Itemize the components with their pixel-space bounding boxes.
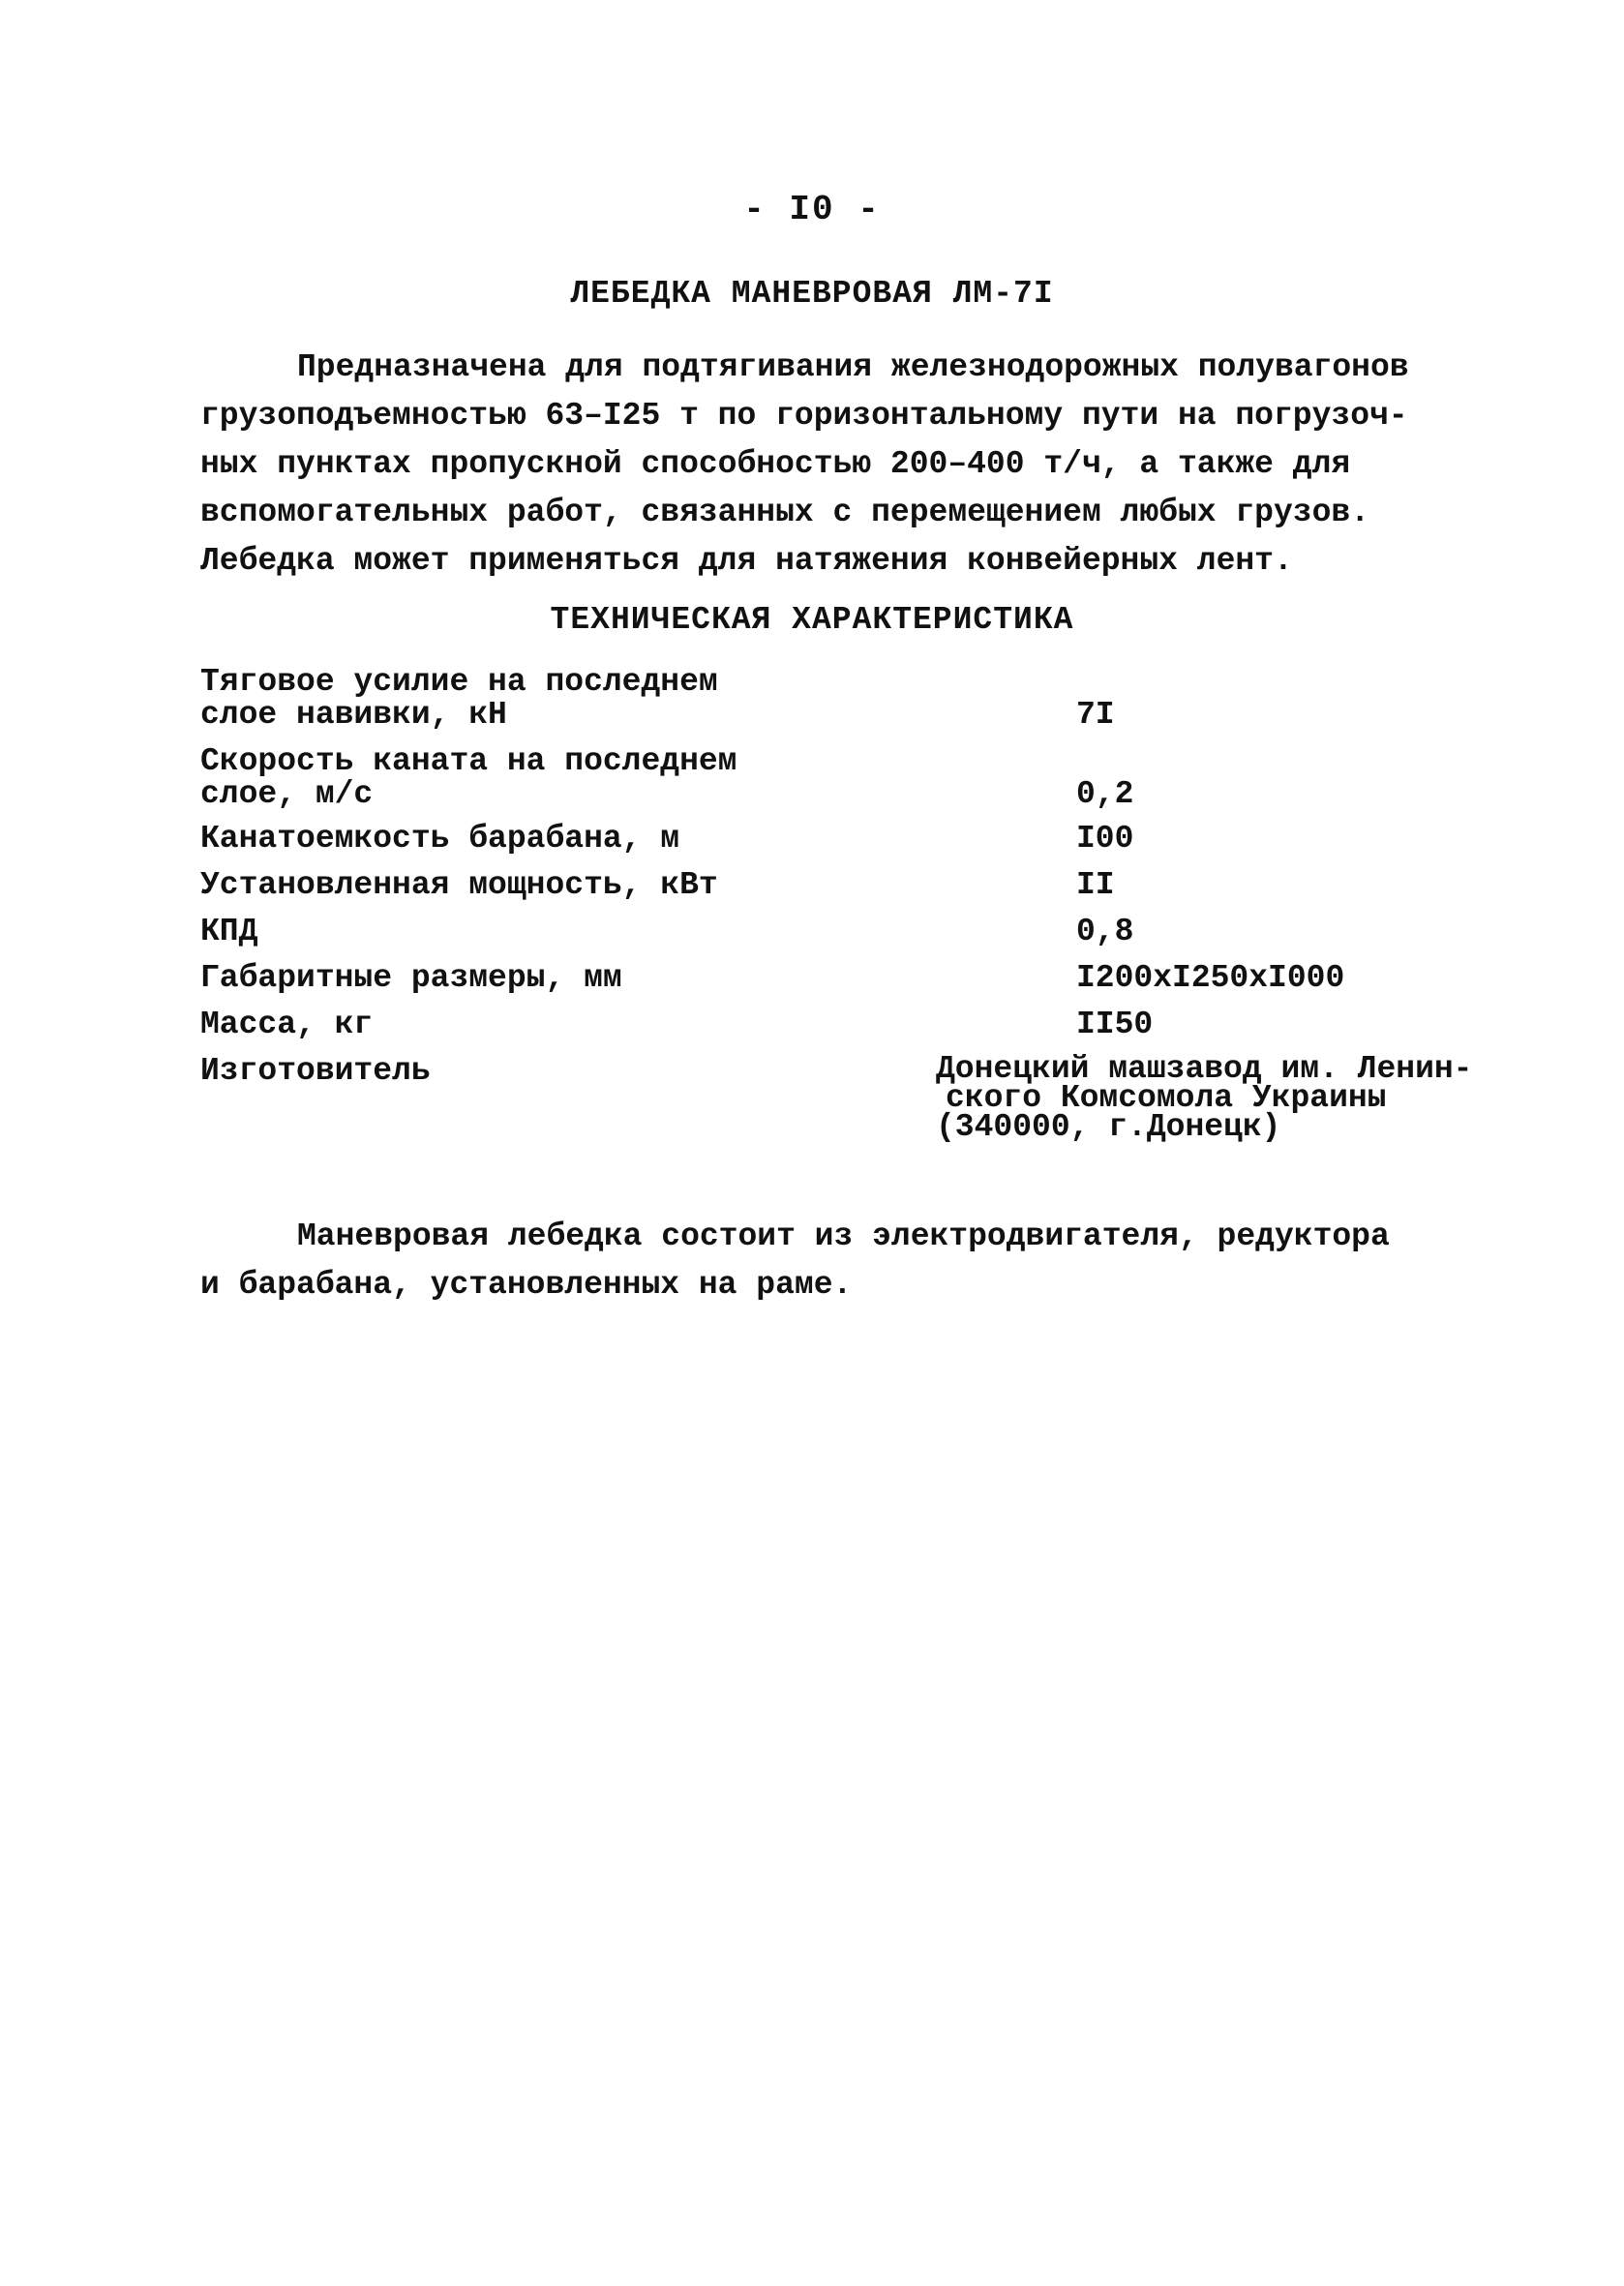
spec-label: Тяговое усилие на последнем (200, 664, 718, 700)
conclusion-line: и барабана, установленных на раме. (200, 1267, 853, 1303)
spec-label: Габаритные размеры, мм (200, 960, 622, 996)
spec-row-rope-capacity (200, 823, 1555, 869)
specs-table (200, 666, 1555, 1152)
intro-line: грузоподъемностью 63–I25 т по горизонтальному пути на погрузоч- (200, 398, 1408, 434)
page-number: - I0 - (743, 190, 881, 229)
conclusion-line: Маневровая лебедка состоит из электродвигателя, редуктора (297, 1218, 1390, 1254)
spec-row-dimensions (200, 962, 1555, 1008)
spec-label: слое навивки, кН (200, 697, 507, 733)
spec-label: слое, м/с (200, 776, 374, 812)
spec-row-mass (200, 1008, 1555, 1055)
intro-paragraph (200, 344, 1459, 586)
spec-row-traction (200, 666, 1555, 745)
spec-row-power (200, 869, 1555, 916)
spec-value: 0,8 (1076, 914, 1134, 949)
section-title: ТЕХНИЧЕСКАЯ ХАРАКТЕРИСТИКА (550, 602, 1074, 638)
spec-value: I200xI250xI000 (1076, 960, 1345, 996)
spec-label: Масса, кг (200, 1007, 374, 1042)
spec-row-manufacturer (200, 1051, 1555, 1152)
spec-value: 7I (1076, 697, 1115, 733)
intro-line: вспомогательных работ, связанных с перемещением любых грузов. (200, 495, 1369, 530)
spec-value: II50 (1076, 1007, 1154, 1042)
spec-value-line: (340000, г.Донецк) (936, 1109, 1281, 1145)
spec-value-line: ского Комсомола Украины (946, 1080, 1387, 1116)
spec-label: КПД (200, 914, 258, 949)
intro-line: Лебедка может применяться для натяжения конвейерных лент. (200, 543, 1293, 579)
intro-line: Предназначена для подтягивания железнодорожных полувагонов (297, 349, 1409, 385)
spec-label: Установленная мощность, кВт (200, 867, 718, 903)
spec-value: II (1076, 867, 1115, 903)
spec-row-efficiency (200, 916, 1555, 962)
spec-label: Изготовитель (200, 1053, 431, 1089)
spec-row-speed (200, 745, 1555, 823)
document-title: ЛЕБЕДКА МАНЕВРОВАЯ ЛМ-7I (570, 276, 1054, 312)
spec-label: Канатоемкость барабана, м (200, 821, 680, 857)
spec-value: 0,2 (1076, 776, 1134, 812)
conclusion-paragraph (200, 1213, 1459, 1309)
intro-line: ных пунктах пропускной способностью 200–400 т/ч, а также для (200, 446, 1351, 482)
spec-value-line: Донецкий машзавод им. Ленин- (936, 1051, 1473, 1087)
spec-value: I00 (1076, 821, 1134, 857)
spec-value-manufacturer (936, 1051, 1473, 1145)
spec-label: Скорость каната на последнем (200, 743, 737, 779)
